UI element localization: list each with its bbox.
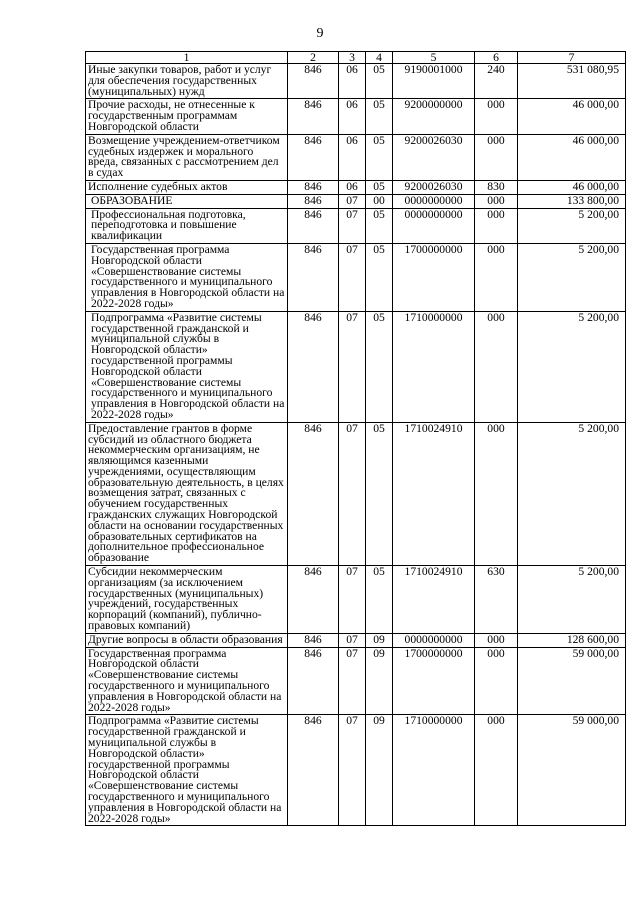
target-article-cell: 1710024910 bbox=[393, 422, 475, 565]
table-row bbox=[86, 311, 626, 422]
section-cell: 06 bbox=[339, 64, 366, 99]
row-name-cell bbox=[86, 64, 288, 99]
row-name-text: Предоставление грантов в форме субсидий из областного бюджета некоммерческим организациям, не являющимся казенными учреждениями, осуществляющим образовательную деятельность, в целях возмещения затрат, связанных с обучением государственных гражданских служащих Новгородской области на основании государственных образовательных сертификатов на дополнительное профессиональное образование bbox=[88, 422, 284, 565]
section-cell: 07 bbox=[339, 208, 366, 243]
amount-cell: 128 600,00 bbox=[518, 633, 626, 647]
expense-type-cell: 000 bbox=[475, 134, 518, 180]
row-name-text: Государственная программа Новгородской области «Совершенствование системы государственного и муниципального управления в Новгородской области на 2022-2028 годы» bbox=[91, 243, 285, 310]
amount-cell: 46 000,00 bbox=[518, 180, 626, 194]
admin-code-cell: 846 bbox=[288, 633, 339, 647]
page-number: 9 bbox=[316, 26, 324, 41]
subsection-cell: 09 bbox=[366, 647, 393, 715]
column-header: 7 bbox=[518, 52, 626, 64]
row-name-text: Подпрограмма «Развитие системы государственной гражданской и муниципальной службы в Новгородской области» государственной программы Новгородской области «Совершенствование системы государственного и муниципального управления в Новгородской области на 2022-2028 годы» bbox=[88, 714, 282, 825]
admin-code-cell: 846 bbox=[288, 194, 339, 208]
row-name-text: Профессиональная подготовка, переподготовка и повышение квалификации bbox=[91, 208, 246, 243]
row-name-text: Иные закупки товаров, работ и услуг для обеспечения государственных (муниципальных) нужд bbox=[88, 63, 272, 98]
admin-code-cell: 846 bbox=[288, 647, 339, 715]
section-cell: 07 bbox=[339, 715, 366, 826]
row-name-cell bbox=[86, 422, 288, 565]
column-header: 4 bbox=[366, 52, 393, 64]
row-name-cell bbox=[86, 99, 288, 134]
table-row bbox=[86, 208, 626, 243]
row-name-cell bbox=[86, 566, 288, 634]
amount-cell: 5 200,00 bbox=[518, 243, 626, 311]
admin-code-cell: 846 bbox=[288, 180, 339, 194]
section-cell: 07 bbox=[339, 566, 366, 634]
row-name-text: Исполнение судебных актов bbox=[88, 180, 228, 193]
target-article-cell: 0000000000 bbox=[393, 633, 475, 647]
admin-code-cell: 846 bbox=[288, 243, 339, 311]
subsection-cell: 09 bbox=[366, 633, 393, 647]
target-article-cell: 0000000000 bbox=[393, 194, 475, 208]
section-cell: 06 bbox=[339, 99, 366, 134]
target-article-cell: 9200026030 bbox=[393, 134, 475, 180]
expense-type-cell: 000 bbox=[475, 208, 518, 243]
section-cell: 07 bbox=[339, 243, 366, 311]
column-header: 1 bbox=[86, 52, 288, 64]
subsection-cell: 05 bbox=[366, 64, 393, 99]
admin-code-cell: 846 bbox=[288, 134, 339, 180]
subsection-cell: 00 bbox=[366, 194, 393, 208]
expense-type-cell: 000 bbox=[475, 715, 518, 826]
admin-code-cell: 846 bbox=[288, 311, 339, 422]
column-number-row bbox=[86, 52, 626, 64]
target-article-cell: 9190001000 bbox=[393, 64, 475, 99]
target-article-cell: 1700000000 bbox=[393, 243, 475, 311]
amount-cell: 46 000,00 bbox=[518, 99, 626, 134]
amount-cell: 59 000,00 bbox=[518, 647, 626, 715]
section-cell: 06 bbox=[339, 134, 366, 180]
expense-type-cell: 630 bbox=[475, 566, 518, 634]
table-row bbox=[86, 134, 626, 180]
table-row bbox=[86, 566, 626, 634]
subsection-cell: 09 bbox=[366, 715, 393, 826]
row-name-text: Прочие расходы, не отнесенные к государственным программам Новгородской области bbox=[88, 98, 255, 133]
budget-table bbox=[85, 51, 626, 826]
amount-cell: 5 200,00 bbox=[518, 566, 626, 634]
amount-cell: 5 200,00 bbox=[518, 422, 626, 565]
target-article-cell: 9200000000 bbox=[393, 99, 475, 134]
section-cell: 07 bbox=[339, 194, 366, 208]
section-cell: 07 bbox=[339, 647, 366, 715]
row-name-cell bbox=[86, 180, 288, 194]
admin-code-cell: 846 bbox=[288, 208, 339, 243]
subsection-cell: 05 bbox=[366, 311, 393, 422]
amount-cell: 59 000,00 bbox=[518, 715, 626, 826]
table-header bbox=[86, 52, 626, 64]
table-row bbox=[86, 180, 626, 194]
admin-code-cell: 846 bbox=[288, 566, 339, 634]
row-name-cell bbox=[86, 208, 288, 243]
subsection-cell: 05 bbox=[366, 422, 393, 565]
target-article-cell: 1710000000 bbox=[393, 715, 475, 826]
expense-type-cell: 000 bbox=[475, 194, 518, 208]
row-name-cell bbox=[86, 715, 288, 826]
expense-type-cell: 000 bbox=[475, 99, 518, 134]
section-cell: 07 bbox=[339, 422, 366, 565]
table-body bbox=[86, 64, 626, 826]
target-article-cell: 1710000000 bbox=[393, 311, 475, 422]
row-name-text: Подпрограмма «Развитие системы государственной гражданской и муниципальной службы в Новгородской области» государственной программы Новгородской области «Совершенствование системы государственного и муниципального управления в Новгородской области на 2022-2028 годы» bbox=[91, 311, 285, 421]
row-name-cell bbox=[86, 633, 288, 647]
column-header: 2 bbox=[288, 52, 339, 64]
subsection-cell: 05 bbox=[366, 208, 393, 243]
target-article-cell: 9200026030 bbox=[393, 180, 475, 194]
admin-code-cell: 846 bbox=[288, 715, 339, 826]
amount-cell: 46 000,00 bbox=[518, 134, 626, 180]
row-name-cell bbox=[86, 194, 288, 208]
section-cell: 07 bbox=[339, 311, 366, 422]
target-article-cell: 0000000000 bbox=[393, 208, 475, 243]
row-name-text: ОБРАЗОВАНИЕ bbox=[91, 194, 173, 207]
section-cell: 07 bbox=[339, 633, 366, 647]
table-row bbox=[86, 64, 626, 99]
row-name-cell bbox=[86, 134, 288, 180]
target-article-cell: 1700000000 bbox=[393, 647, 475, 715]
subsection-cell: 05 bbox=[366, 99, 393, 134]
subsection-cell: 05 bbox=[366, 180, 393, 194]
table-row bbox=[86, 99, 626, 134]
row-name-text: Возмещение учреждением-ответчиком судебных издержек и морального вреда, связанных с рассмотрением дел в судах bbox=[88, 134, 280, 180]
table-row bbox=[86, 422, 626, 565]
amount-cell: 5 200,00 bbox=[518, 311, 626, 422]
subsection-cell: 05 bbox=[366, 134, 393, 180]
amount-cell: 531 080,95 bbox=[518, 64, 626, 99]
subsection-cell: 05 bbox=[366, 566, 393, 634]
expense-type-cell: 000 bbox=[475, 422, 518, 565]
expense-type-cell: 000 bbox=[475, 243, 518, 311]
expense-type-cell: 000 bbox=[475, 647, 518, 715]
subsection-cell: 05 bbox=[366, 243, 393, 311]
table-row bbox=[86, 243, 626, 311]
section-cell: 06 bbox=[339, 180, 366, 194]
column-header: 3 bbox=[339, 52, 366, 64]
table-row bbox=[86, 647, 626, 715]
admin-code-cell: 846 bbox=[288, 64, 339, 99]
admin-code-cell: 846 bbox=[288, 422, 339, 565]
expense-type-cell: 000 bbox=[475, 311, 518, 422]
amount-cell: 5 200,00 bbox=[518, 208, 626, 243]
row-name-text: Другие вопросы в области образования bbox=[88, 633, 283, 646]
row-name-cell bbox=[86, 311, 288, 422]
admin-code-cell: 846 bbox=[288, 99, 339, 134]
row-name-cell bbox=[86, 647, 288, 715]
table-row bbox=[86, 715, 626, 826]
expense-type-cell: 000 bbox=[475, 633, 518, 647]
table-row bbox=[86, 194, 626, 208]
expense-type-cell: 240 bbox=[475, 64, 518, 99]
row-name-cell bbox=[86, 243, 288, 311]
expense-type-cell: 830 bbox=[475, 180, 518, 194]
amount-cell: 133 800,00 bbox=[518, 194, 626, 208]
row-name-text: Субсидии некоммерческим организациям (за исключением государственных (муниципальных) учреждений, государственных корпораций (компаний), публично-правовых компаний) bbox=[88, 565, 264, 633]
column-header: 6 bbox=[475, 52, 518, 64]
column-header: 5 bbox=[393, 52, 475, 64]
target-article-cell: 1710024910 bbox=[393, 566, 475, 634]
row-name-text: Государственная программа Новгородской области «Совершенствование системы государственного и муниципального управления в Новгородской области на 2022-2028 годы» bbox=[88, 647, 282, 714]
table-row bbox=[86, 633, 626, 647]
